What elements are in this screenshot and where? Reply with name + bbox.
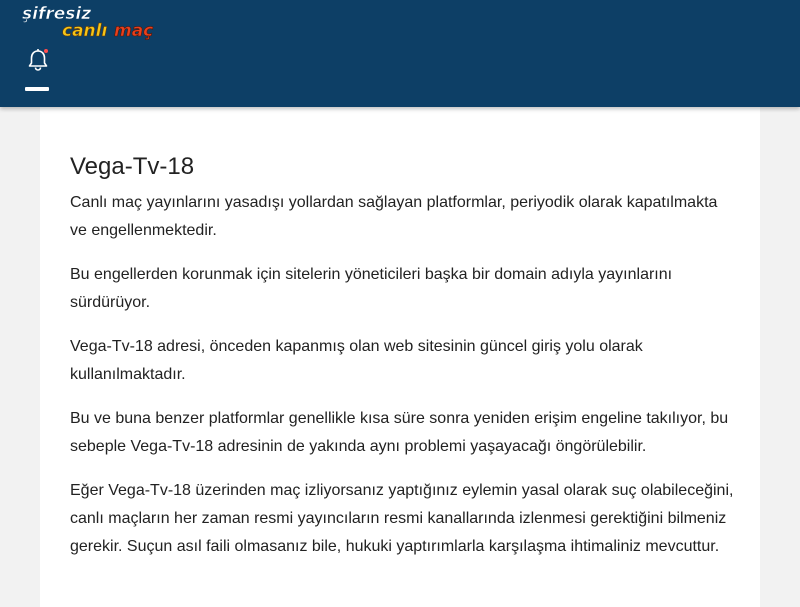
article-paragraph-1: Canlı maç yayınlarını yasadışı yollardan sağlayan platformlar, periyodik olarak kapatılmakta ve engellenmektedir. — [70, 194, 718, 239]
article-paragraph-3: Vega-Tv-18 adresi, önceden kapanmış olan web sitesinin güncel giriş yolu olarak kullanılmaktadır. — [70, 338, 643, 383]
logo-text-part-3: maç — [114, 21, 154, 41]
article-content — [70, 189, 734, 577]
article-card — [40, 107, 760, 607]
logo-text-part-1: şifresiz — [22, 4, 92, 24]
logo-text-part-2: canlı — [62, 21, 108, 41]
notification-dot — [44, 49, 48, 53]
page-title: Vega-Tv-18 — [70, 153, 195, 180]
article-paragraph-5: Eğer Vega-Tv-18 üzerinden maç izliyorsanız yaptığınız eylemin yasal olarak suç olabileceğini, canlı maçların her zaman resmi yayıncıların resmi kanallarında izlenmesi gerektiğini bilmeniz gerekir. Suçun asıl faili olmasanız bile, hukuki yaptırımlarla karşılaşma ihtimaliniz mevcuttur. — [70, 482, 734, 555]
article-paragraph-4: Bu ve buna benzer platformlar genellikle kısa süre sonra yeniden erişim engeline takılıyor, bu sebeple Vega-Tv-18 adresinin de yakında aynı problemi yaşayacağı öngörülebilir. — [70, 410, 729, 455]
notification-bell-icon[interactable] — [27, 48, 49, 72]
logo-graphic — [20, 2, 166, 42]
menu-toggle-icon[interactable] — [25, 87, 49, 91]
article-paragraph-2: Bu engellerden korunmak için sitelerin yöneticileri başka bir domain adıyla yayınlarını sürdürüyor. — [70, 266, 673, 311]
site-header — [0, 0, 800, 107]
site-logo[interactable] — [20, 2, 166, 42]
